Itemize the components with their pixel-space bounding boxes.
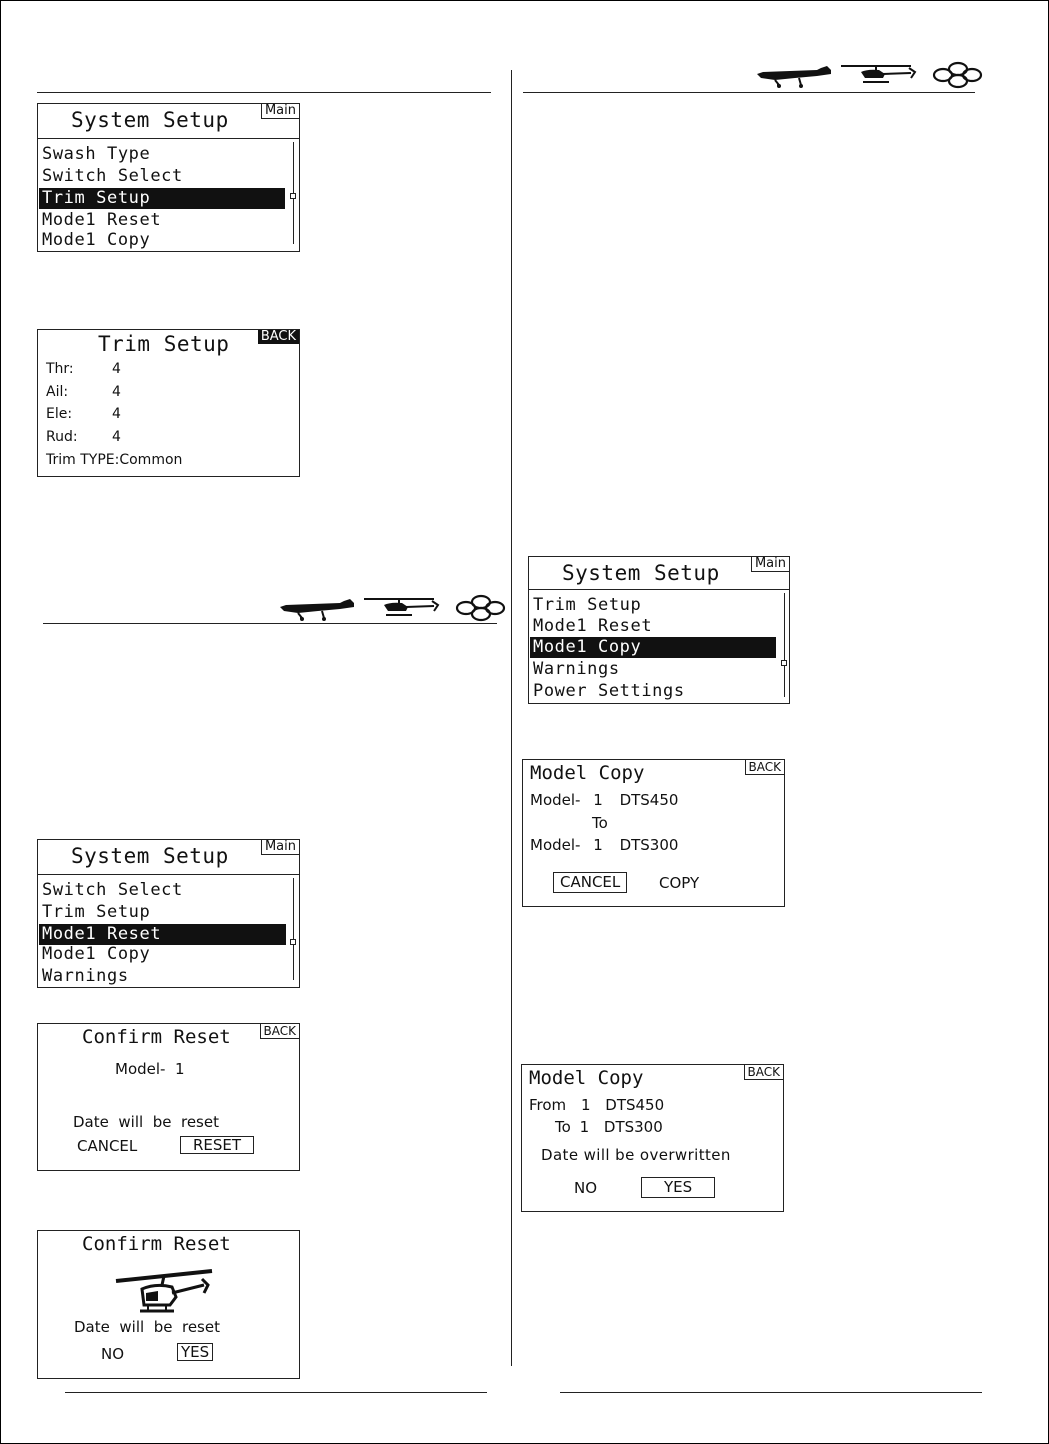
cancel-button[interactable]: CANCEL <box>77 1137 138 1155</box>
no-button[interactable]: NO <box>101 1345 125 1363</box>
source-model-row <box>530 791 678 809</box>
back-button[interactable]: BACK <box>744 1065 783 1080</box>
model-number: 1 <box>580 1096 591 1114</box>
model-name[interactable]: DTS300 <box>619 836 679 854</box>
trim-value: 4 <box>112 406 121 422</box>
mid-left-rule <box>43 623 497 624</box>
scrollbar-thumb[interactable] <box>290 193 296 199</box>
menu-item[interactable]: Switch Select <box>42 880 183 900</box>
screen-title: Confirm Reset <box>82 1233 231 1255</box>
helicopter-icon <box>841 66 915 82</box>
model-number: 1 <box>579 1118 590 1136</box>
menu-item-selected[interactable]: Mode1 Reset <box>39 924 286 945</box>
menu-item[interactable]: Mode1 Copy <box>42 230 151 250</box>
menu-item[interactable]: Trim Setup <box>42 902 151 922</box>
menu-item[interactable]: Switch Select <box>42 166 183 186</box>
reset-button[interactable]: RESET <box>180 1136 254 1154</box>
menu-item[interactable]: Warnings <box>533 659 620 679</box>
helicopter-icon <box>364 599 438 615</box>
trim-row-rud <box>46 429 121 445</box>
trim-value: 4 <box>112 361 121 377</box>
menu-item[interactable]: Mode1 Reset <box>533 616 653 636</box>
model-number: 1 <box>593 791 603 809</box>
back-button[interactable]: BACK <box>745 760 784 775</box>
multirotor-icon <box>934 63 981 87</box>
confirm-reset-screen-1 <box>37 1023 300 1171</box>
to-label: To <box>592 814 608 832</box>
trim-type[interactable]: Trim TYPE:Common <box>46 452 183 468</box>
system-setup-screen-1 <box>37 103 300 252</box>
title-divider <box>38 138 299 139</box>
screen-title: Model Copy <box>529 1067 644 1089</box>
screen-title: Model Copy <box>530 762 645 784</box>
main-tag[interactable]: Main <box>751 557 789 572</box>
destination-model-row <box>530 836 678 854</box>
back-button[interactable]: BACK <box>260 1024 299 1039</box>
reset-message: Date will be reset <box>73 1113 219 1131</box>
trim-value: 4 <box>112 429 121 445</box>
back-button[interactable]: BACK <box>258 330 299 344</box>
scrollbar-thumb[interactable] <box>781 660 787 666</box>
destination-model-row <box>555 1118 663 1136</box>
system-setup-screen-3 <box>528 556 790 704</box>
menu-item[interactable]: Trim Setup <box>533 595 642 615</box>
model-number: 1 <box>593 836 603 854</box>
menu-item[interactable]: Warnings <box>42 966 129 986</box>
menu-item-selected[interactable]: Mode1 Copy <box>530 637 776 658</box>
model-copy-screen-2 <box>521 1064 784 1212</box>
bottom-right-rule <box>560 1392 982 1393</box>
main-tag[interactable]: Main <box>261 104 299 119</box>
menu-item[interactable]: Mode1 Reset <box>42 210 162 230</box>
source-model-row <box>529 1096 664 1114</box>
from-label: From <box>529 1096 567 1114</box>
no-button[interactable]: NO <box>574 1179 598 1197</box>
model-name: DTS300 <box>603 1118 663 1136</box>
main-tag[interactable]: Main <box>261 840 299 855</box>
yes-button[interactable]: YES <box>641 1177 715 1198</box>
menu-item[interactable]: Swash Type <box>42 144 151 164</box>
screen-title: Trim Setup <box>98 332 230 356</box>
trim-value: 4 <box>112 384 121 400</box>
top-right-rule <box>523 92 975 93</box>
yes-button[interactable]: YES <box>177 1343 213 1361</box>
model-name: DTS450 <box>605 1096 665 1114</box>
model-name[interactable]: DTS450 <box>619 791 679 809</box>
scrollbar[interactable] <box>784 593 785 697</box>
scrollbar[interactable] <box>293 878 294 980</box>
top-left-rule <box>37 92 491 93</box>
copy-button[interactable]: COPY <box>659 874 700 892</box>
scrollbar-thumb[interactable] <box>290 939 296 945</box>
title-divider <box>38 874 299 875</box>
trim-row-ele <box>46 406 121 422</box>
trim-label: Ail: <box>46 384 69 400</box>
multirotor-icon <box>457 596 504 620</box>
cancel-button[interactable]: CANCEL <box>553 872 627 893</box>
model-copy-screen-1 <box>522 759 785 907</box>
overwrite-message: Date will be overwritten <box>541 1146 731 1164</box>
trim-label: Thr: <box>46 361 74 377</box>
helicopter-icon <box>112 1265 222 1317</box>
model-label: Model- <box>530 791 581 809</box>
airplane-icon <box>757 66 831 88</box>
trim-row-ail <box>46 384 121 400</box>
screen-title: System Setup <box>71 844 229 868</box>
airplane-icon <box>280 599 354 621</box>
trim-row-thr <box>46 361 121 377</box>
reset-message: Date will be reset <box>74 1318 220 1336</box>
trim-label: Rud: <box>46 429 78 445</box>
menu-item-selected[interactable]: Trim Setup <box>39 188 285 209</box>
trim-label: Ele: <box>46 406 73 422</box>
model-type-icons-mid <box>278 593 508 623</box>
confirm-reset-screen-2 <box>37 1230 300 1379</box>
model-type-icons-top <box>755 60 985 90</box>
system-setup-screen-2 <box>37 839 300 988</box>
column-divider <box>511 70 512 1366</box>
screen-title: System Setup <box>562 561 720 585</box>
to-label: To <box>555 1118 571 1136</box>
menu-item[interactable]: Mode1 Copy <box>42 944 151 964</box>
menu-item[interactable]: Power Settings <box>533 681 685 701</box>
screen-title: Confirm Reset <box>82 1026 231 1048</box>
screen-title: System Setup <box>71 108 229 132</box>
title-divider <box>529 589 789 590</box>
model-label: Model- <box>530 836 581 854</box>
bottom-left-rule <box>65 1392 487 1393</box>
trim-setup-screen <box>37 329 300 477</box>
model-number: Model- 1 <box>115 1060 185 1078</box>
